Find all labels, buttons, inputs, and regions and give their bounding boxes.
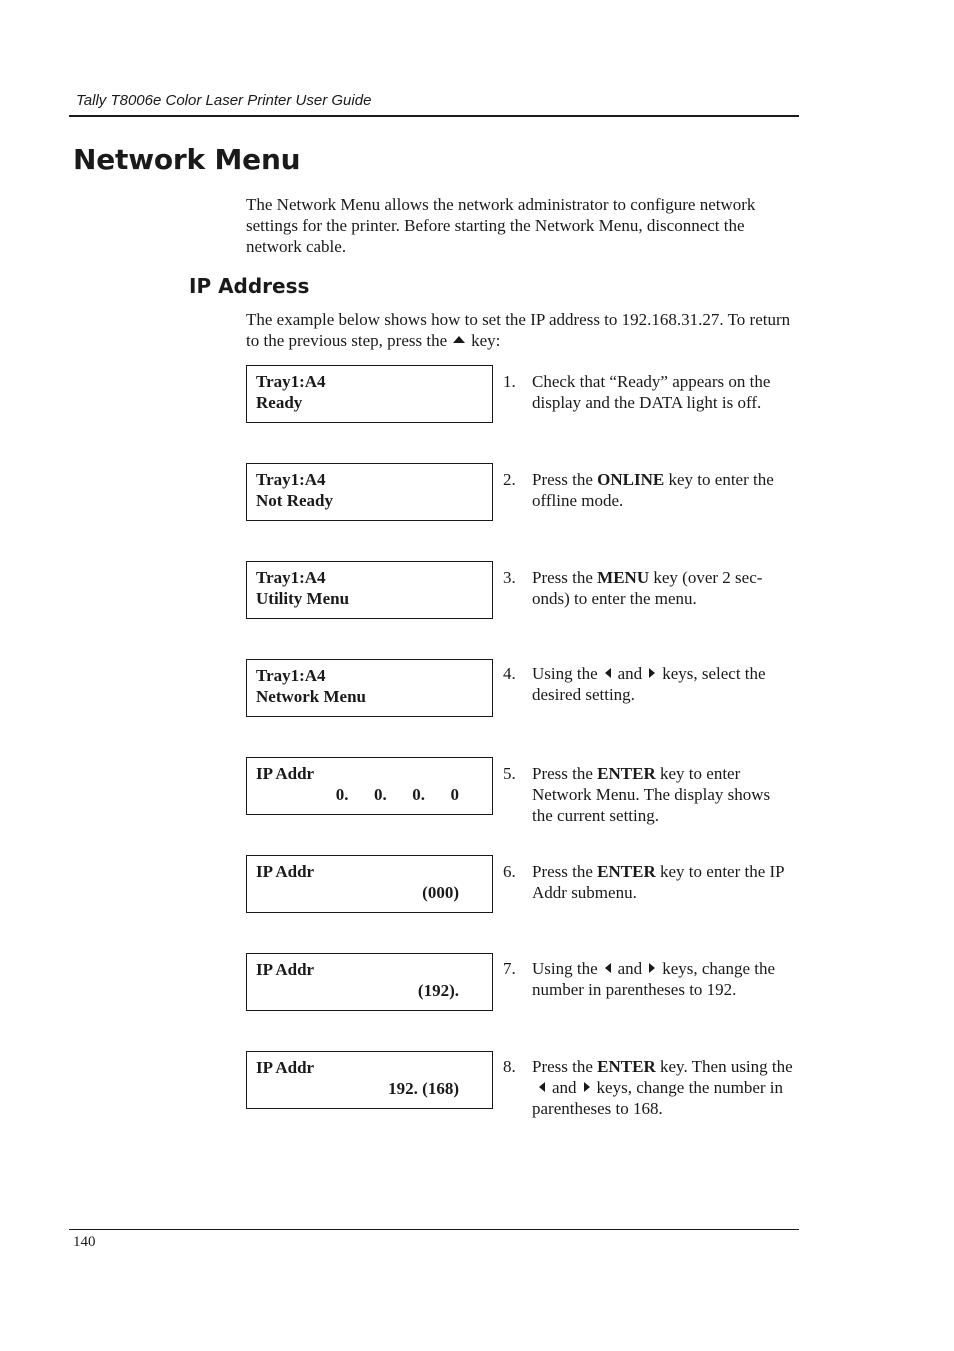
- right-arrow-key-icon: [584, 1082, 590, 1092]
- example-text-end: key:: [471, 331, 501, 350]
- step-number: 7.: [503, 959, 516, 978]
- step-text-pre: Press the: [532, 568, 593, 587]
- step-text-mid: key. Then using the: [660, 1057, 793, 1076]
- step-item: [503, 861, 795, 903]
- step-text-post: key (over 2 sec-onds) to enter the menu.: [532, 568, 763, 608]
- step-item: [503, 663, 795, 705]
- up-arrow-key-icon: [453, 336, 465, 343]
- lcd-display: [246, 659, 493, 717]
- lcd-line-1: IP Addr: [256, 960, 315, 979]
- lcd-display: [246, 953, 493, 1011]
- lcd-display: [246, 561, 493, 619]
- step-text: [532, 958, 795, 1000]
- step-text: [532, 763, 795, 826]
- key-name: ENTER: [597, 862, 656, 881]
- step-text-pre: Press the: [532, 470, 593, 489]
- lcd-line-2: (000): [422, 883, 459, 902]
- step-text-pre: Using the: [532, 959, 598, 978]
- right-arrow-key-icon: [649, 668, 655, 678]
- lcd-line-1: Tray1:A4: [256, 568, 326, 587]
- lcd-line-1: IP Addr: [256, 764, 315, 783]
- page-title: Network Menu: [73, 143, 301, 176]
- step-text: [532, 1056, 795, 1119]
- intro-paragraph: The Network Menu allows the network administrator to configure network settings for the printer. Before starting the Network Menu, disconnect the network cable.: [246, 195, 756, 256]
- left-arrow-key-icon: [605, 963, 611, 973]
- step-number: 2.: [503, 470, 516, 489]
- lcd-line-2: Ready: [256, 393, 303, 412]
- step-text-post: keys, select the desired setting.: [532, 664, 766, 704]
- right-arrow-key-icon: [649, 963, 655, 973]
- step-text-and: and: [617, 664, 643, 683]
- step-text: [532, 861, 795, 903]
- step-text: Check that “Ready” appears on the display and the DATA light is off.: [532, 372, 771, 412]
- lcd-line-1: Tray1:A4: [256, 470, 326, 489]
- step-text-pre: Press the: [532, 862, 593, 881]
- step-item: [503, 371, 795, 413]
- lcd-line-1: Tray1:A4: [256, 372, 326, 391]
- key-name: ENTER: [597, 1057, 656, 1076]
- step-text-pre: Press the: [532, 1057, 593, 1076]
- lcd-line-2: Not Ready: [256, 491, 333, 510]
- example-paragraph: [246, 309, 798, 351]
- lcd-display: [246, 463, 493, 521]
- lcd-display: [246, 1051, 493, 1109]
- running-header: Tally T8006e Color Laser Printer User Guide: [76, 92, 372, 109]
- step-number: 5.: [503, 764, 516, 783]
- step-number: 6.: [503, 862, 516, 881]
- lcd-line-2: 192. (168): [388, 1079, 459, 1098]
- page-number: 140: [73, 1234, 96, 1250]
- lcd-display: [246, 855, 493, 913]
- step-text: [532, 469, 795, 511]
- step-text-post: keys, change the number in parentheses to 192.: [532, 959, 776, 999]
- lcd-line-1: Tray1:A4: [256, 666, 326, 685]
- key-name: ONLINE: [597, 470, 665, 489]
- step-number: 8.: [503, 1057, 516, 1076]
- step-number: 1.: [503, 372, 516, 391]
- header-rule: [69, 115, 799, 117]
- lcd-line-2: 0. 0. 0. 0: [335, 785, 459, 804]
- lcd-line-1: IP Addr: [256, 1058, 315, 1077]
- step-text-pre: Press the: [532, 764, 593, 783]
- key-name: ENTER: [597, 764, 656, 783]
- step-item: [503, 763, 795, 826]
- step-text: [532, 663, 795, 705]
- step-number: 3.: [503, 568, 516, 587]
- step-text-and: and: [617, 959, 643, 978]
- section-heading: IP Address: [189, 274, 310, 298]
- step-item: [503, 469, 795, 511]
- key-name: MENU: [597, 568, 650, 587]
- example-text: The example below shows how to set the IP address to 192.168.31.27. To return to the previous step, press the: [246, 310, 791, 350]
- step-text-pre: Using the: [532, 664, 598, 683]
- left-arrow-key-icon: [539, 1082, 545, 1092]
- lcd-display: [246, 365, 493, 423]
- step-text-post: keys, change the number in parentheses to 168.: [532, 1078, 784, 1118]
- step-text: [532, 567, 795, 609]
- step-text-post: key to enter Network Menu. The display shows the current setting.: [532, 764, 771, 825]
- step-item: [503, 1056, 795, 1119]
- step-text-and: and: [552, 1078, 577, 1097]
- step-text-post: key to enter the offline mode.: [532, 470, 774, 510]
- lcd-line-2: Network Menu: [256, 687, 367, 706]
- footer-rule: [69, 1229, 799, 1230]
- step-item: [503, 958, 795, 1000]
- left-arrow-key-icon: [605, 668, 611, 678]
- step-text-post: key to enter the IP Addr submenu.: [532, 862, 784, 902]
- lcd-line-2: (192).: [417, 981, 459, 1000]
- lcd-display: [246, 757, 493, 815]
- lcd-line-1: IP Addr: [256, 862, 315, 881]
- step-item: [503, 567, 795, 609]
- step-number: 4.: [503, 664, 516, 683]
- lcd-line-2: Utility Menu: [256, 589, 350, 608]
